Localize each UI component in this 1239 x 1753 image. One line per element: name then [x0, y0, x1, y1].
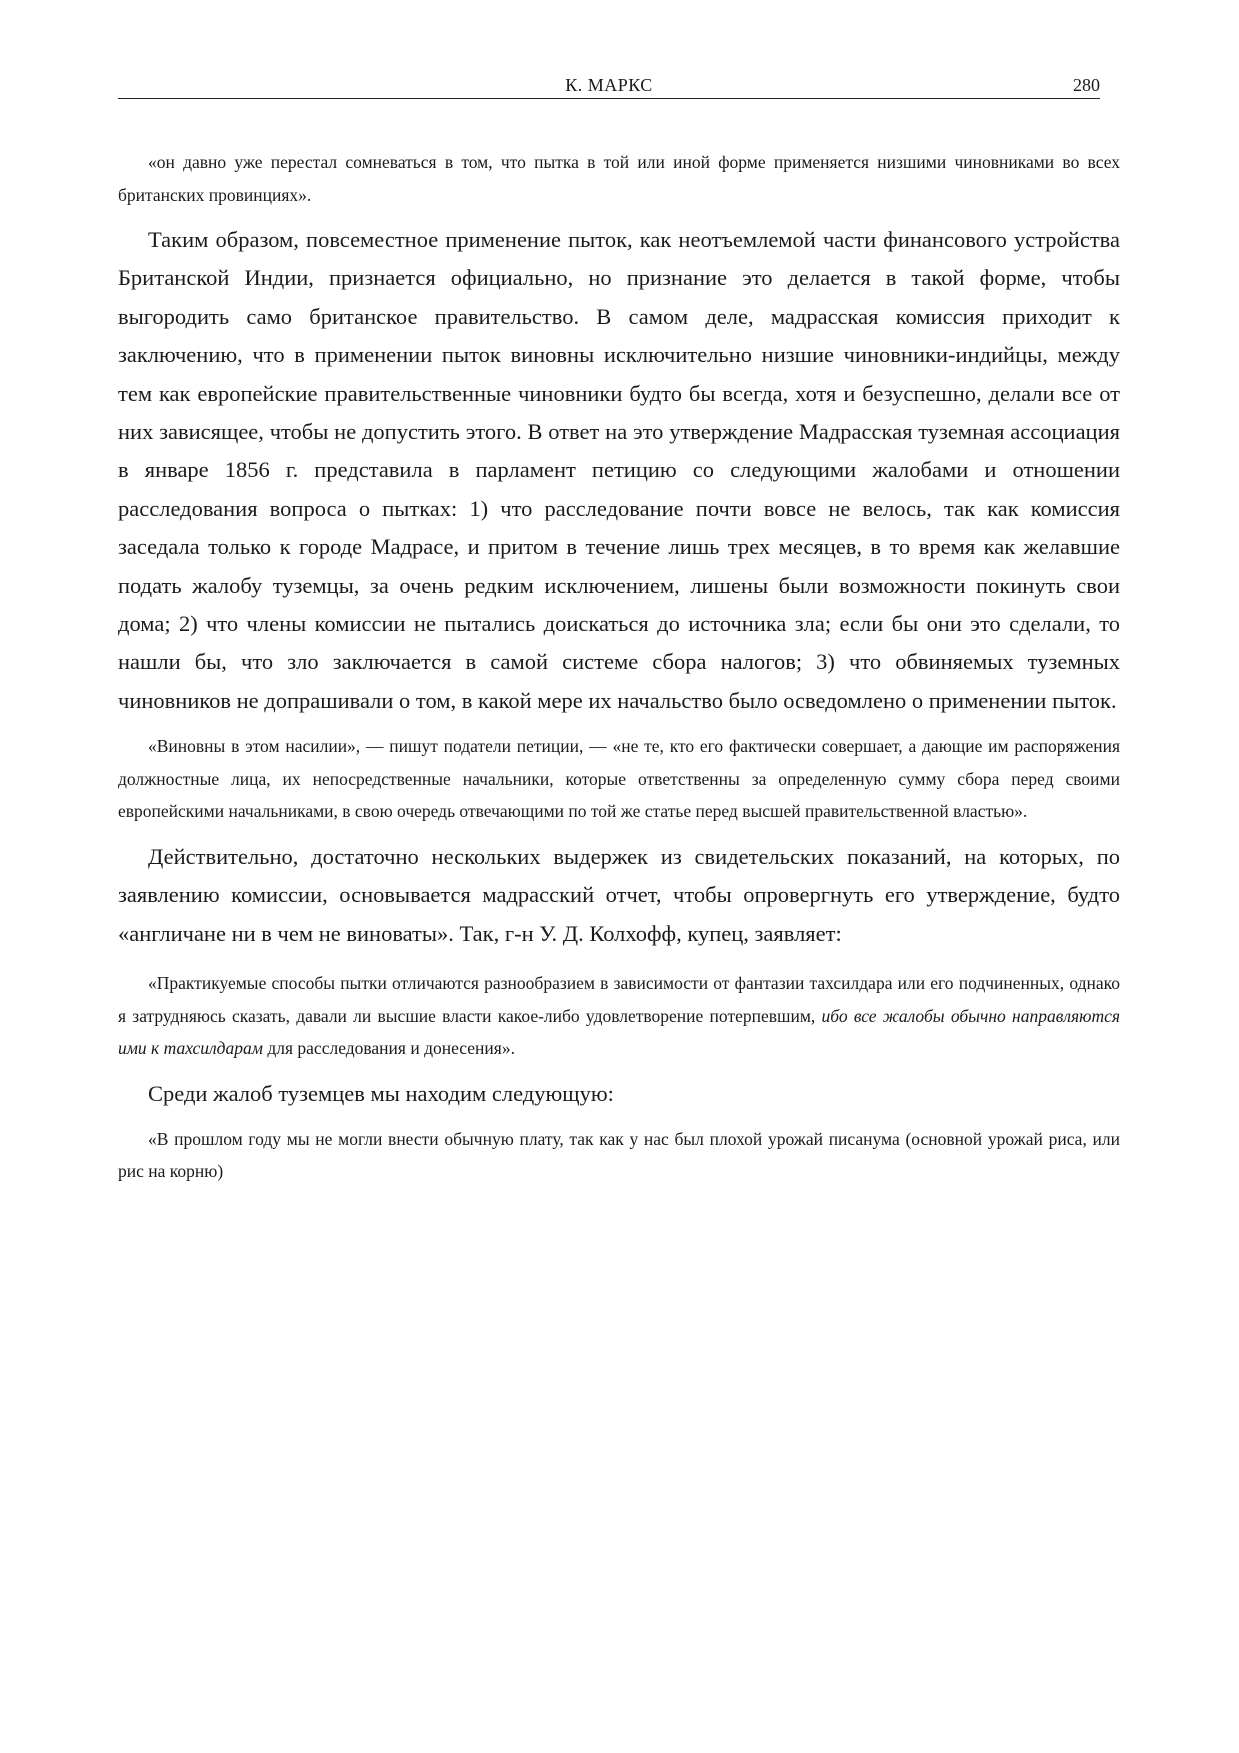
quote-paragraph: «В прошлом году мы не могли внести обычную плату, так как у нас был плохой урожай писанума (основной урожай риса, или рис на корню): [118, 1128, 1120, 1182]
quote-paragraph: «он давно уже перестал сомневаться в том, что пытка в той или иной форме применяется низшими чиновниками во всех британских провинциях».: [118, 152, 1120, 205]
body-paragraph: Среди жалоб туземцев мы находим следующую:: [148, 1080, 614, 1106]
quote-paragraph: «Виновны в этом насилии», — пишут податели петиции, — «не те, кто его фактически совершает, а дающие им распоряжения должностные лица, их непосредственные начальники, которые ответственны за определенную сумму сбора перед своими европейскими начальниками, в свою очередь отвечающими по той же статье перед высшей правительственной властью».: [118, 736, 1120, 822]
body-text: [118, 146, 1120, 1188]
quote-emphasis: ибо все жалобы обычно направляются ими к тахсилдарам: [118, 1005, 1120, 1058]
body-paragraph: Действительно, достаточно нескольких выдержек из свидетельских показаний, на которых, по заявлению комиссии, основывается мадрасский отчет, чтобы опровергнуть его утверждение, будто «англичане ни в чем не виноваты». Так, г-н У. Д. Колхофф, купец, заявляет:: [118, 843, 1120, 946]
body-paragraph: Таким образом, повсеместное применение пыток, как неотъемлемой части финансового устройства Британской Индии, признается официально, но признание это делается в такой форме, чтобы выгородить само британское правительство. В самом деле, мадрасская комиссия приходит к заключению, что в применении пыток виновны исключительно низшие чиновники-индийцы, между тем как европейские правительственные чиновники будто бы всегда, хотя и безуспешно, делали все от них зависящее, чтобы не допустить этого. В ответ на это утверждение Мадрасская туземная ассоциация в январе 1856 г. представила в парламент петицию со следующими жалобами и отношении расследования вопроса о пытках: 1) что расследование почти вовсе не велось, так как комиссия заседала только к городе Мадрасе, и притом в течение лишь трех месяцев, в то время как желавшие подать жалобу туземцы, за очень редким исключением, лишены были возможности покинуть свои дома; 2) что члены комиссии не пытались доискаться до источника зла; если бы они это сделали, то нашли бы, что зло заключается в самой системе сбора налогов; 3) что обвиняемых туземных чиновников не допрашивали о том, в какой мере их начальство было осведомлено о применении пыток.: [118, 227, 1120, 713]
running-header: [118, 76, 1100, 99]
running-head-author: К. МАРКС: [565, 75, 653, 95]
quote-text: «Практикуемые способы пытки отличаются разнообразием в зависимости от фантазии тахсилдара или его подчиненных, однако я затрудняюсь сказать, давали ли высшие власти какое-либо удовлетворение потерпевшим,: [118, 973, 1120, 1026]
page-number: 280: [1073, 75, 1100, 95]
quote-paragraph: [118, 967, 1120, 1065]
quote-text: для расследования и донесения».: [262, 1038, 515, 1058]
